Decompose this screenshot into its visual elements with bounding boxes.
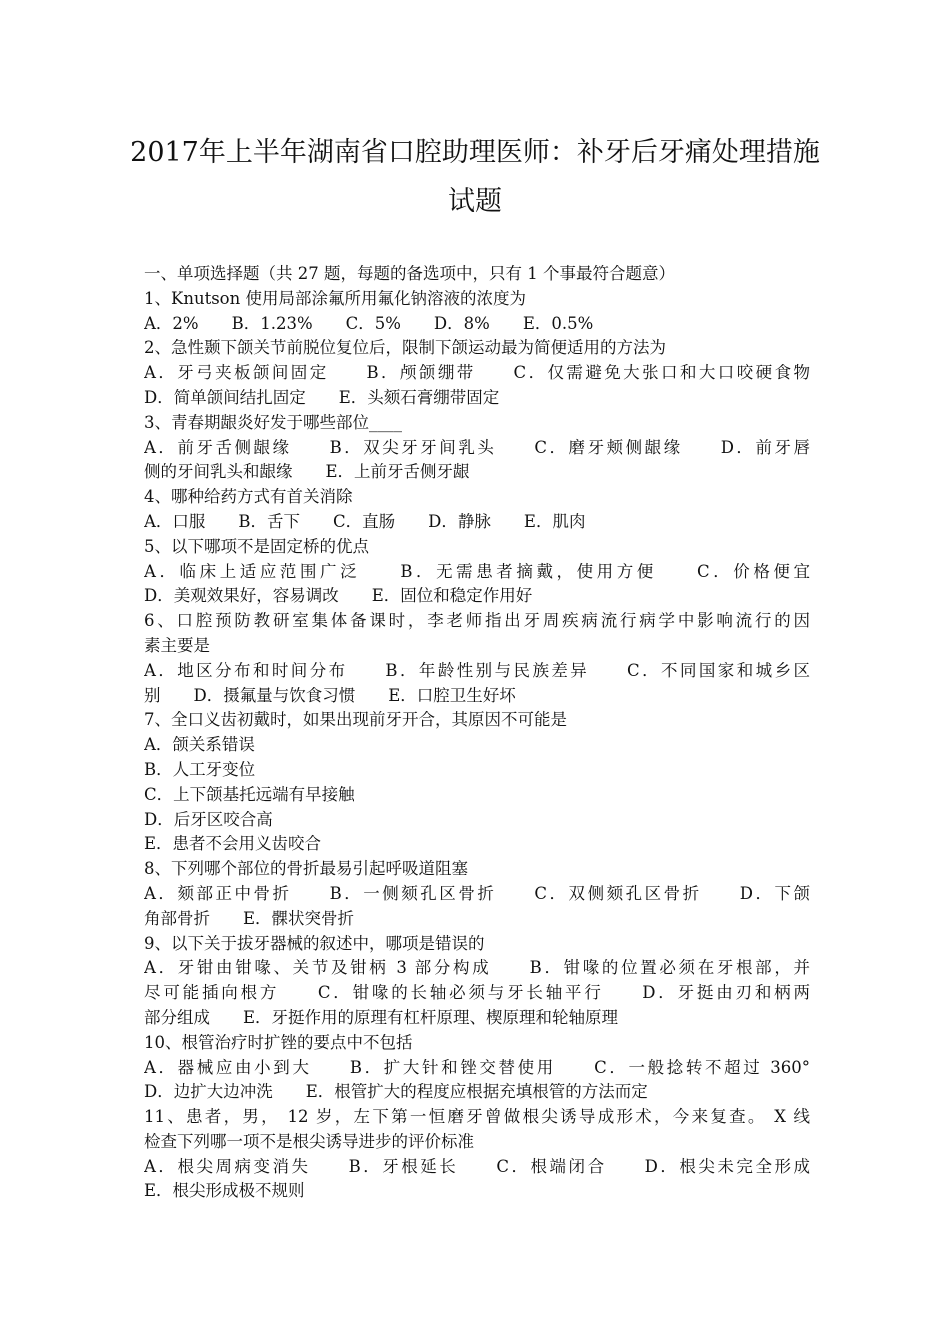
question-3-stem: 3、青春期龈炎好发于哪些部位____ (144, 412, 402, 432)
question-3-options-line-1: A．前牙舌侧龈缘 B．双尖牙牙间乳头 C．磨牙颊侧龈缘 D．前牙唇 (144, 437, 810, 457)
question-11-stem-line-2: 检查下列哪一项不是根尖诱导进步的评价标准 (144, 1131, 474, 1151)
question-9-options-line-1: A．牙钳由钳喙、关节及钳柄 3 部分构成 B．钳喙的位置必须在牙根部，并 (144, 958, 810, 978)
question-10-stem: 10、根管治疗时扩锉的要点中不包括 (144, 1032, 413, 1052)
question-9-options-line-3: 部分组成 E．牙挺作用的原理有杠杆原理、楔原理和轮轴原理 (144, 1007, 619, 1027)
question-7-option-c: C．上下颌基托远端有早接触 (144, 784, 355, 804)
question-6-options-line-1: A．地区分布和时间分布 B．年龄性别与民族差异 C．不同国家和城乡区 (144, 660, 810, 680)
question-10-options-line-2: D．边扩大边冲洗 E．根管扩大的程度应根据充填根管的方法而定 (144, 1082, 648, 1102)
question-1-stem: 1、Knutson 使用局部涂氟所用氟化钠溶液的浓度为 (144, 288, 526, 308)
question-8-stem: 8、下列哪个部位的骨折最易引起呼吸道阻塞 (144, 859, 468, 879)
question-6-stem-line-2: 素主要是 (144, 635, 210, 655)
question-6-options-line-2: 别 D．摄氟量与饮食习惯 E．口腔卫生好坏 (144, 685, 516, 705)
question-5-options-line-2: D．美观效果好，容易调改 E．固位和稳定作用好 (144, 586, 533, 606)
question-6-stem-line-1: 6、口腔预防教研室集体备课时，李老师指出牙周疾病流行病学中影响流行的因 (144, 611, 810, 631)
question-7-option-b: B．人工牙变位 (144, 759, 256, 779)
question-7-option-a: A．颌关系错误 (144, 735, 255, 755)
question-5-options-line-1: A．临床上适应范围广泛 B．无需患者摘戴，使用方便 C．价格便宜 (144, 561, 810, 581)
question-5-stem: 5、以下哪项不是固定桥的优点 (144, 536, 369, 556)
document-title-line-1: 2017年上半年湖南省口腔助理医师：补牙后牙痛处理措施 (130, 137, 820, 168)
question-2-stem: 2、急性颞下颌关节前脱位复位后，限制下颌运动最为简便适用的方法为 (144, 338, 666, 358)
question-4-stem: 4、哪种给药方式有首关消除 (144, 487, 353, 507)
question-3-options-line-2: 侧的牙间乳头和龈缘 E．上前牙舌侧牙龈 (144, 462, 470, 482)
question-7-stem: 7、全口义齿初戴时，如果出现前牙开合，其原因不可能是 (144, 710, 567, 730)
section-heading: 一、单项选择题（共 27 题，每题的备选项中，只有 1 个事最符合题意） (144, 264, 675, 283)
question-11-options-line-1: A．根尖周病变消失 B．牙根延长 C．根端闭合 D．根尖未完全形成 (144, 1156, 810, 1176)
document-title-line-2: 试题 (448, 186, 502, 217)
question-1-options: A．2% B．1.23% C．5% D．8% E．0.5% (144, 313, 594, 333)
question-4-options: A．口服 B．舌下 C．直肠 D．静脉 E．肌肉 (144, 511, 586, 531)
question-8-options-line-1: A．颏部正中骨折 B．一侧颏孔区骨折 C．双侧颏孔区骨折 D．下颌 (144, 883, 810, 903)
question-10-options-line-1: A．器械应由小到大 B．扩大针和锉交替使用 C．一般捻转不超过 360° (144, 1057, 810, 1077)
question-body (144, 262, 810, 1204)
question-8-options-line-2: 角部骨折 E．髁状突骨折 (144, 908, 355, 928)
question-2-options-line-1: A．牙弓夹板颌间固定 B．颅颌绷带 C．仅需避免大张口和大口咬硬食物 (144, 363, 810, 383)
question-2-options-line-2: D．简单颌间结扎固定 E．头颏石膏绷带固定 (144, 387, 500, 407)
question-11-stem-line-1: 11、患者，男， 12 岁，左下第一恒磨牙曾做根尖诱导成形术，今来复查。 X 线 (144, 1107, 810, 1127)
question-9-stem: 9、以下关于拔牙器械的叙述中，哪项是错误的 (144, 933, 485, 953)
question-7-option-d: D．后牙区咬合高 (144, 809, 273, 829)
question-9-options-line-2: 尽可能插向根方 C．钳喙的长轴必须与牙长轴平行 D．牙挺由刃和柄两 (144, 983, 810, 1003)
question-11-options-line-2: E．根尖形成极不规则 (144, 1181, 305, 1201)
question-7-option-e: E．患者不会用义齿咬合 (144, 834, 322, 854)
